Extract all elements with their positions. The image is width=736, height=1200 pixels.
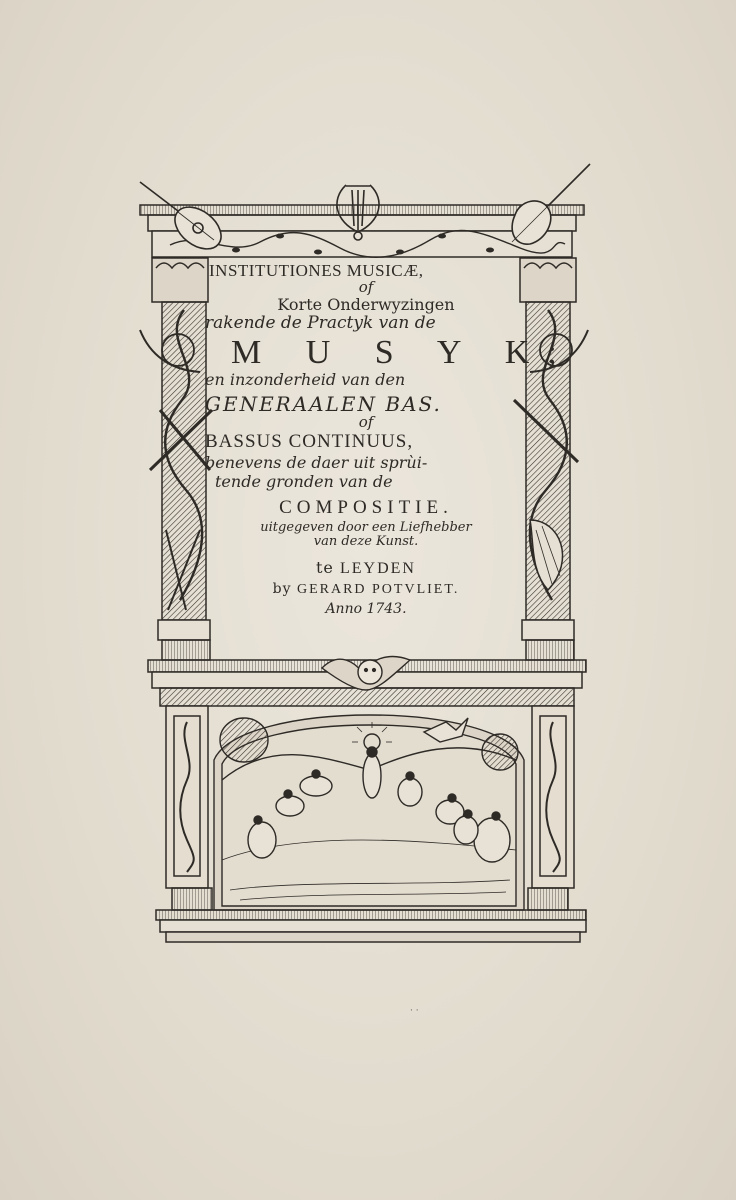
bassus-continuus-heading: BASSUS CONTINUUS, — [205, 431, 414, 452]
generaalen-bas-heading: GENERAALEN BAS. — [205, 392, 442, 416]
inzonderheid-line: en inzonderheid van den — [205, 370, 406, 389]
van-deze-line: van deze Kunst. — [313, 534, 419, 549]
paper-speck: · · — [410, 1006, 419, 1016]
imprint-place — [205, 560, 527, 577]
imprint-publisher — [205, 582, 527, 597]
uitgegeven-line: uitgegeven door een Liefhebber — [260, 520, 472, 535]
title-text — [205, 261, 575, 617]
imprint-te: te — [316, 558, 334, 577]
imprint-city: LEYDEN — [340, 560, 416, 577]
publisher-name: GERARD POTVLIET. — [296, 582, 460, 597]
imprint-by: by — [272, 581, 292, 597]
lower-right-pilaster — [528, 706, 574, 910]
parnassus-scene — [214, 715, 524, 910]
musyk-heading: M U S Y K; — [231, 334, 575, 371]
base — [156, 910, 586, 942]
benevens-line: benevens de daer uit sprùi- — [205, 453, 428, 472]
subtitle-line-2: rakende de Practyk van de — [205, 313, 436, 333]
compositie-heading: COMPOSITIE. — [279, 497, 453, 518]
left-column — [140, 258, 212, 660]
subtitle-line-1: Korte Onderwyzingen — [277, 295, 455, 314]
tende-line: tende gronden van de — [215, 472, 393, 491]
lower-left-pilaster — [166, 706, 212, 910]
main-title: INSTITUTIONES MUSICÆ, — [209, 261, 424, 280]
of-line-1: of — [358, 278, 374, 296]
imprint-year: Anno 1743. — [325, 601, 407, 617]
of-line-2: of — [358, 413, 374, 431]
